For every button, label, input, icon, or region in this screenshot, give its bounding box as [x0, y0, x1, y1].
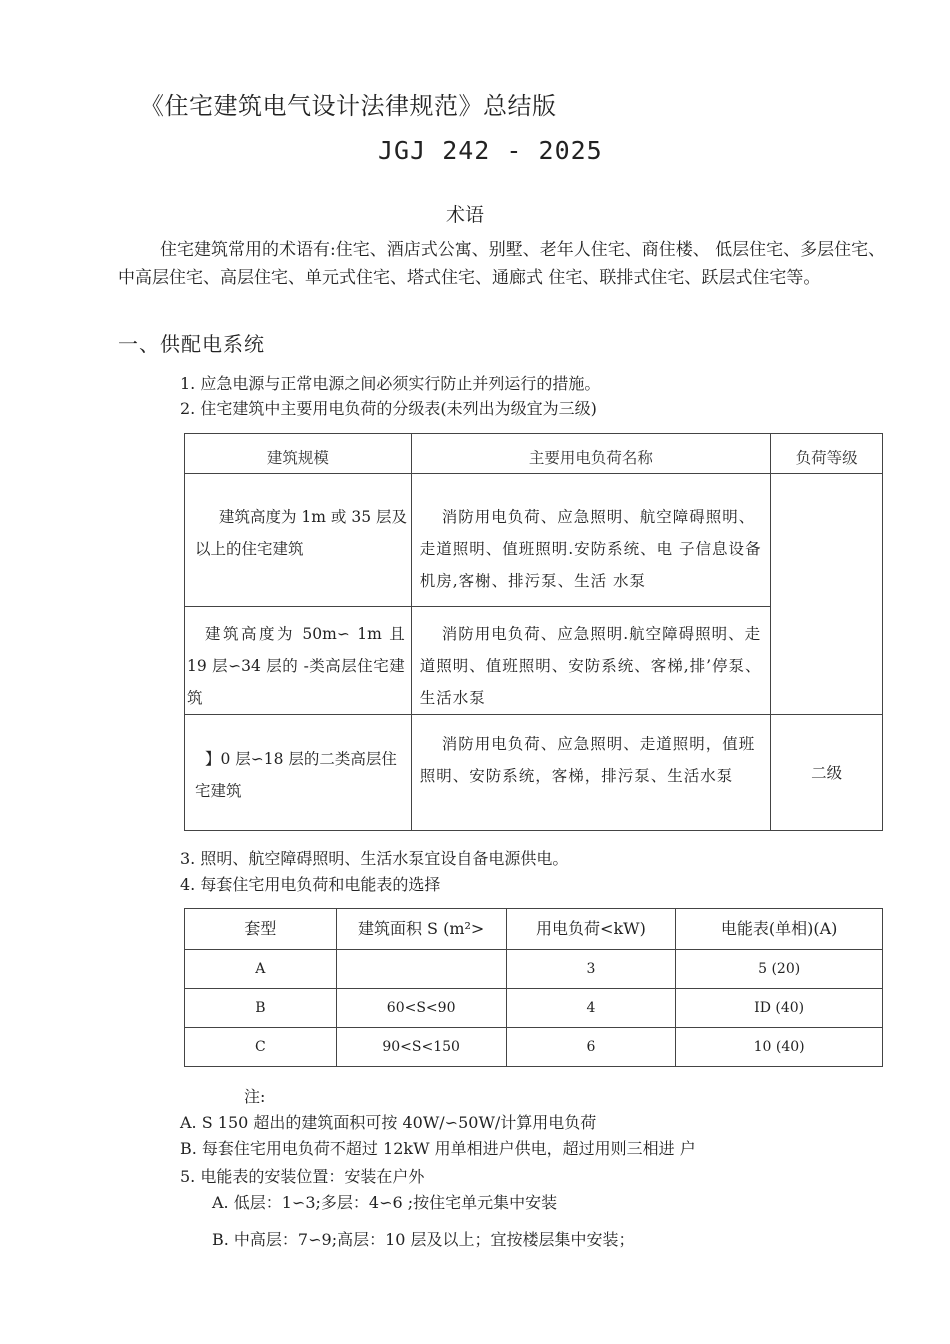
list-item-5: 5. 电能表的安装位置：安装在户外 [180, 1167, 425, 1186]
loads-cell: 消防用电负荷、应急照明.航空障碍照明、走道照明、值班照明、安防系统、客梯,排’停泵、生活水泵 [411, 607, 770, 715]
list-item-2: 2. 住宅建筑中主要用电负荷的分级表(未列出为级宜为三级) [180, 399, 597, 418]
table-header-row [185, 909, 883, 950]
note-label: 注: [244, 1087, 266, 1106]
table-row [185, 950, 883, 989]
table-row [185, 989, 883, 1028]
terms-paragraph-text: 住宅建筑常用的术语有:住宅、酒店式公寓、别墅、老年人住宅、商住楼、 低层住宅、多层住宅、中高层住宅、高层住宅、单元式住宅、塔式住宅、通廊式 住宅、联排式住宅、跃层式住宅等。 [118, 240, 886, 288]
table-cell: 5 (20) [676, 950, 883, 989]
table-cell: C [185, 1028, 337, 1067]
terms-heading: 术语 [446, 204, 485, 226]
list-item-1: 1. 应急电源与正常电源之间必须实行防止并列运行的措施。 [180, 374, 601, 393]
table-cell: 6 [506, 1028, 676, 1067]
document-title: 《住宅建筑电气设计法律规范》总结版 [140, 92, 557, 120]
table-cell: A [185, 950, 337, 989]
level-cell [771, 474, 883, 715]
table-cell: ID (40) [676, 989, 883, 1028]
table-cell: 10 (40) [676, 1028, 883, 1067]
table-cell: 4 [506, 989, 676, 1028]
header-cell: 套型 [185, 909, 337, 950]
header-cell: 建筑规模 [185, 434, 412, 474]
loads-cell: 消防用电负荷、应急照明、航空障碍照明、走道照明、值班照明.安防系统、电 子信息设备机房,客榭、排污泵、生活 水泵 [411, 474, 770, 607]
table-header-row [185, 434, 883, 474]
table-row [185, 715, 883, 831]
header-cell: 电能表(单相)(A) [676, 909, 883, 950]
scale-cell: 建筑高度为 50m∽ 1m 且 19 层∽34 层的 -类高层住宅建筑 [185, 607, 412, 715]
scale-cell: 建筑高度为 1m 或 35 层及以上的住宅建筑 [185, 474, 412, 607]
meter-selection-table [184, 908, 883, 1067]
scale-cell: 】0 层∽18 层的二类高层住宅建筑 [185, 715, 412, 831]
list-item-5b: B. 中高层：7∽9;高层：10 层及以上；宜按楼层集中安装； [212, 1230, 635, 1249]
table-row [185, 474, 883, 607]
table-cell: B [185, 989, 337, 1028]
table-row [185, 1028, 883, 1067]
load-level-table [184, 433, 883, 831]
note-a: A. S 150 超出的建筑面积可按 40W/∽50W/计算用电负荷 [180, 1113, 597, 1132]
level-cell: 二级 [771, 715, 883, 831]
table-cell: 60<S<90 [336, 989, 506, 1028]
table-cell [336, 950, 506, 989]
list-item-4: 4. 每套住宅用电负荷和电能表的选择 [180, 875, 441, 894]
list-item-5a: A. 低层：1∽3;多层：4∽6 ;按住宅单元集中安装 [212, 1193, 558, 1212]
table-cell: 90<S<150 [336, 1028, 506, 1067]
table-cell: 3 [506, 950, 676, 989]
terms-paragraph [118, 236, 888, 292]
standard-code: JGJ 242 - 2025 [378, 136, 603, 165]
header-cell: 用电负荷<kW) [506, 909, 676, 950]
header-cell: 负荷等级 [771, 434, 883, 474]
header-cell: 主要用电负荷名称 [411, 434, 770, 474]
note-b: B. 每套住宅用电负荷不超过 12kW 用单相进户供电，超过用则三相进 户 [180, 1139, 696, 1158]
loads-cell: 消防用电负荷、应急照明、走道照明，值班照明、安防系统，客梯，排污泵、生活水泵 [411, 715, 770, 831]
section-heading-power-supply: 一、供配电系统 [118, 332, 265, 356]
list-item-3: 3. 照明、航空障碍照明、生活水泵宜设自备电源供电。 [180, 849, 569, 868]
header-cell: 建筑面积 S (m²> [336, 909, 506, 950]
